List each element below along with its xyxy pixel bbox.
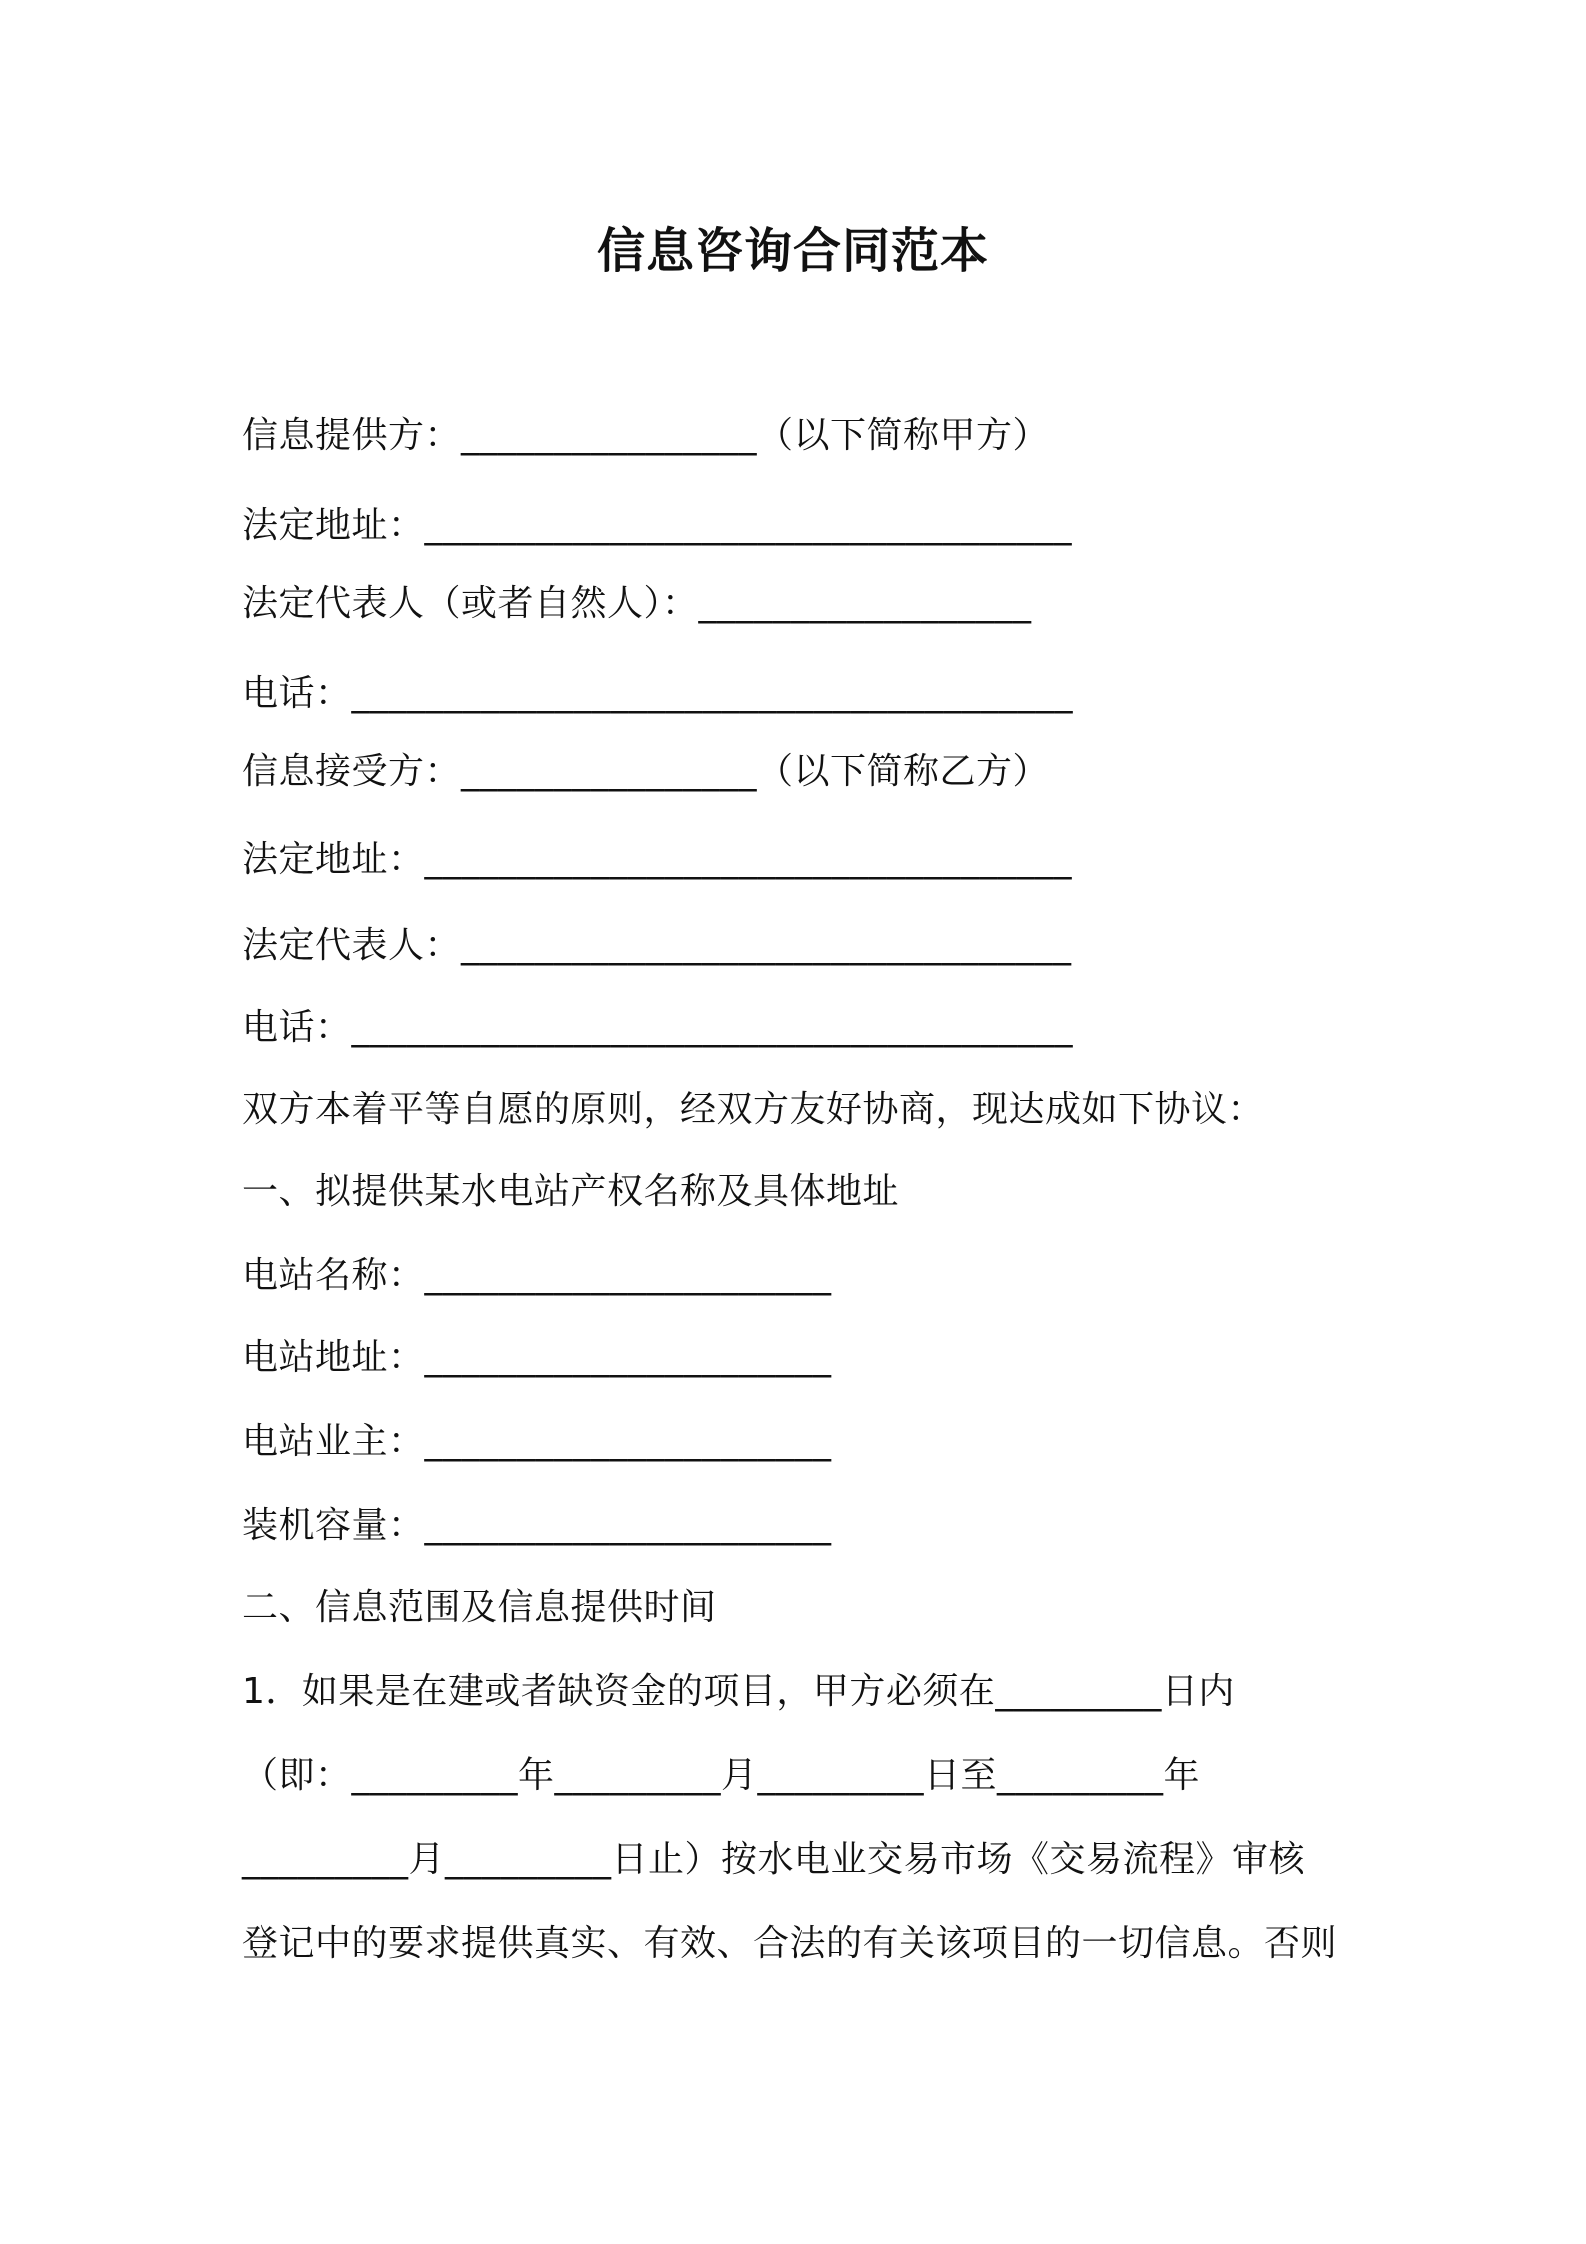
- document-title: 信息咨询合同范本: [596, 223, 989, 279]
- provider-line: 信息提供方：________________（以下简称甲方）: [242, 415, 1050, 456]
- provider-address-line: 法定地址：___________________________________: [242, 505, 1073, 546]
- station-address-line: 电站地址：______________________: [242, 1337, 832, 1378]
- receiver-phone-line: 电话：_______________________________________: [242, 1007, 1074, 1048]
- receiver-line: 信息接受方：________________（以下简称乙方）: [242, 751, 1050, 792]
- receiver-address-line: 法定地址：___________________________________: [242, 839, 1073, 880]
- installed-capacity-line: 装机容量：______________________: [242, 1505, 832, 1546]
- clause-one-line-3: _________月_________日止）按水电业交易市场《交易流程》审核: [242, 1839, 1306, 1880]
- agreement-intro: 双方本着平等自愿的原则，经双方友好协商，现达成如下协议：: [242, 1089, 1265, 1130]
- receiver-representative-line: 法定代表人：_________________________________: [242, 925, 1072, 966]
- clause-one-line-4: 登记中的要求提供真实、有效、合法的有关该项目的一切信息。否则: [242, 1923, 1338, 1964]
- station-owner-line: 电站业主：______________________: [242, 1421, 832, 1462]
- provider-phone-line: 电话：_______________________________________: [242, 673, 1074, 714]
- section-one-heading: 一、拟提供某水电站产权名称及具体地址: [242, 1171, 900, 1212]
- section-two-heading: 二、信息范围及信息提供时间: [242, 1587, 717, 1628]
- clause-one-line-2: （即：_________年_________月_________日至_________年: [242, 1755, 1201, 1796]
- clause-one-line-1: 1．如果是在建或者缺资金的项目，甲方必须在_________日内: [242, 1671, 1235, 1712]
- station-name-line: 电站名称：______________________: [242, 1255, 832, 1296]
- provider-representative-line: 法定代表人（或者自然人）：__________________: [242, 583, 1032, 624]
